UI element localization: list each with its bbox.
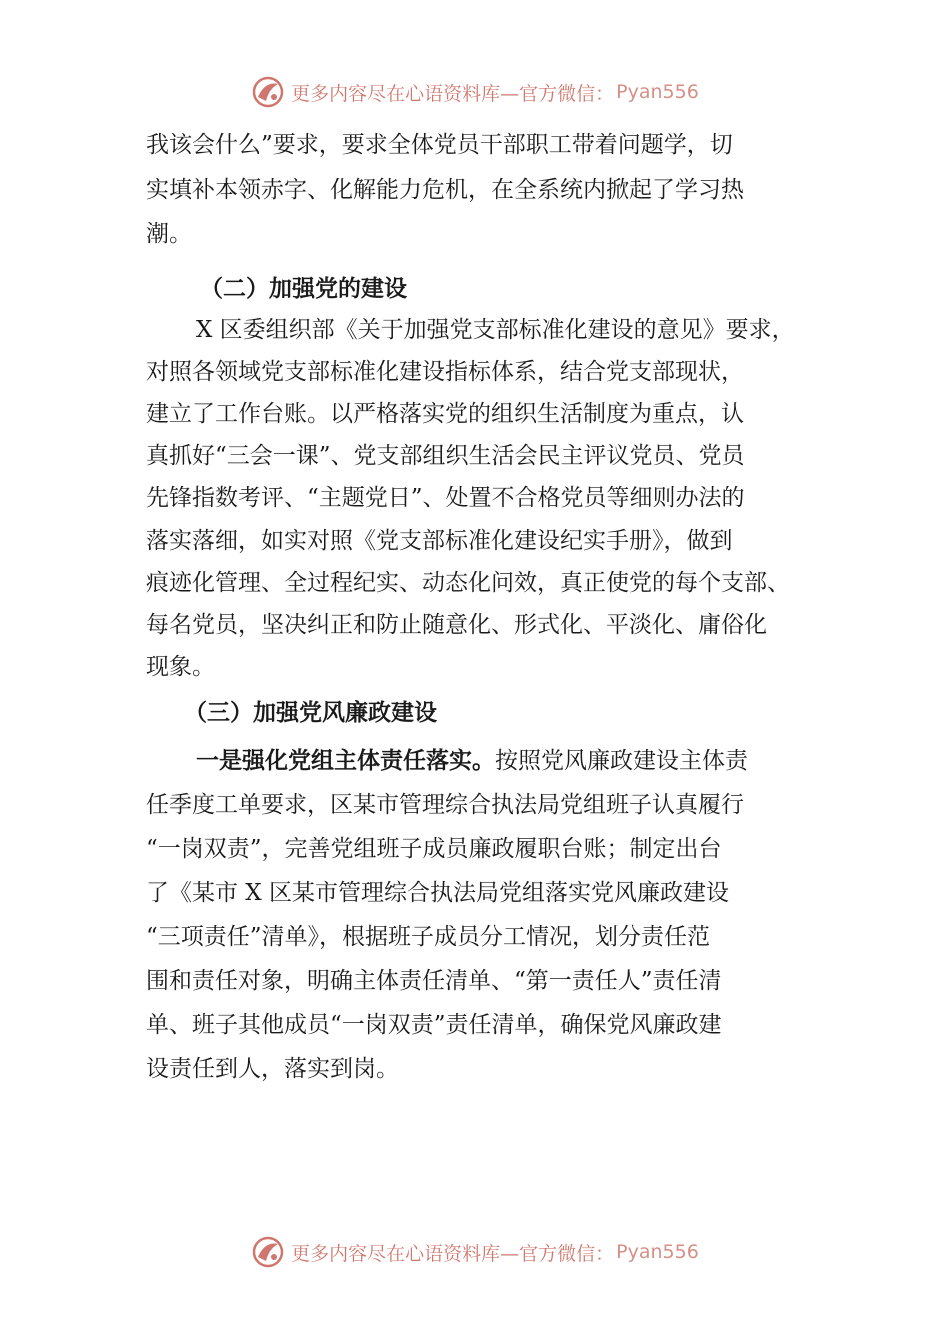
text-line: 现象。	[146, 654, 215, 680]
text-line: “一岗双责”，完善党组班子成员廉政履职台账；制定出台	[146, 836, 722, 862]
watermark-text: 更多内容尽在心语资料库—官方微信：	[291, 82, 615, 105]
text-line: 真抓好“三会一课”、党支部组织生活会民主评议党员、党员	[146, 443, 745, 469]
text-line: 围和责任对象，明确主体责任清单、“第一责任人”责任清	[146, 968, 722, 994]
text-line: 建立了工作台账。以严格落实党的组织生活制度为重点，认	[146, 401, 744, 427]
lead-sentence: 一是强化党组主体责任落实。	[196, 748, 495, 774]
text-line: “三项责任”清单》，根据班子成员分工情况，划分责任范	[146, 924, 711, 950]
section-heading: （二）加强党的建设	[200, 276, 407, 302]
brand-logo-icon	[251, 1235, 285, 1269]
brand-logo-icon	[251, 75, 285, 109]
header-watermark	[0, 72, 950, 112]
text-line: 对照各领域党支部标准化建设指标体系，结合党支部现状，	[146, 359, 744, 385]
text-line: 单、班子其他成员“一岗双责”责任清单，确保党风廉政建	[146, 1012, 722, 1038]
text-line: 每名党员，坚决纠正和防止随意化、形式化、平淡化、庸俗化	[146, 612, 767, 638]
text-line: 先锋指数考评、“主题党日”、处置不合格党员等细则办法的	[146, 485, 745, 511]
text-span: 按照党风廉政建设主体责	[495, 748, 748, 774]
text-line: 实填补本领赤字、化解能力危机，在全系统内掀起了学习热	[146, 177, 744, 203]
text-line	[196, 746, 748, 776]
text-line: X 区委组织部《关于加强党支部标准化建设的意见》要求，	[196, 317, 795, 343]
footer-watermark	[0, 1232, 950, 1272]
text-line: 了《某市 X 区某市管理综合执法局党组落实党风廉政建设	[146, 880, 729, 906]
watermark-id: Pyan556	[616, 81, 699, 103]
watermark-id: Pyan556	[616, 1241, 699, 1263]
watermark-text: 更多内容尽在心语资料库—官方微信：	[291, 1242, 615, 1265]
text-line: 任季度工单要求，区某市管理综合执法局党组班子认真履行	[146, 792, 744, 818]
section-heading: （三）加强党风廉政建设	[184, 700, 437, 726]
text-line: 设责任到人，落实到岗。	[146, 1056, 399, 1082]
text-line: 落实落细，如实对照《党支部标准化建设纪实手册》，做到	[146, 528, 733, 554]
text-line: 潮。	[146, 221, 192, 247]
text-line: 痕迹化管理、全过程纪实、动态化问效，真正使党的每个支部、	[146, 570, 790, 596]
text-line: 我该会什么”要求，要求全体党员干部职工带着问题学，切	[146, 132, 733, 158]
